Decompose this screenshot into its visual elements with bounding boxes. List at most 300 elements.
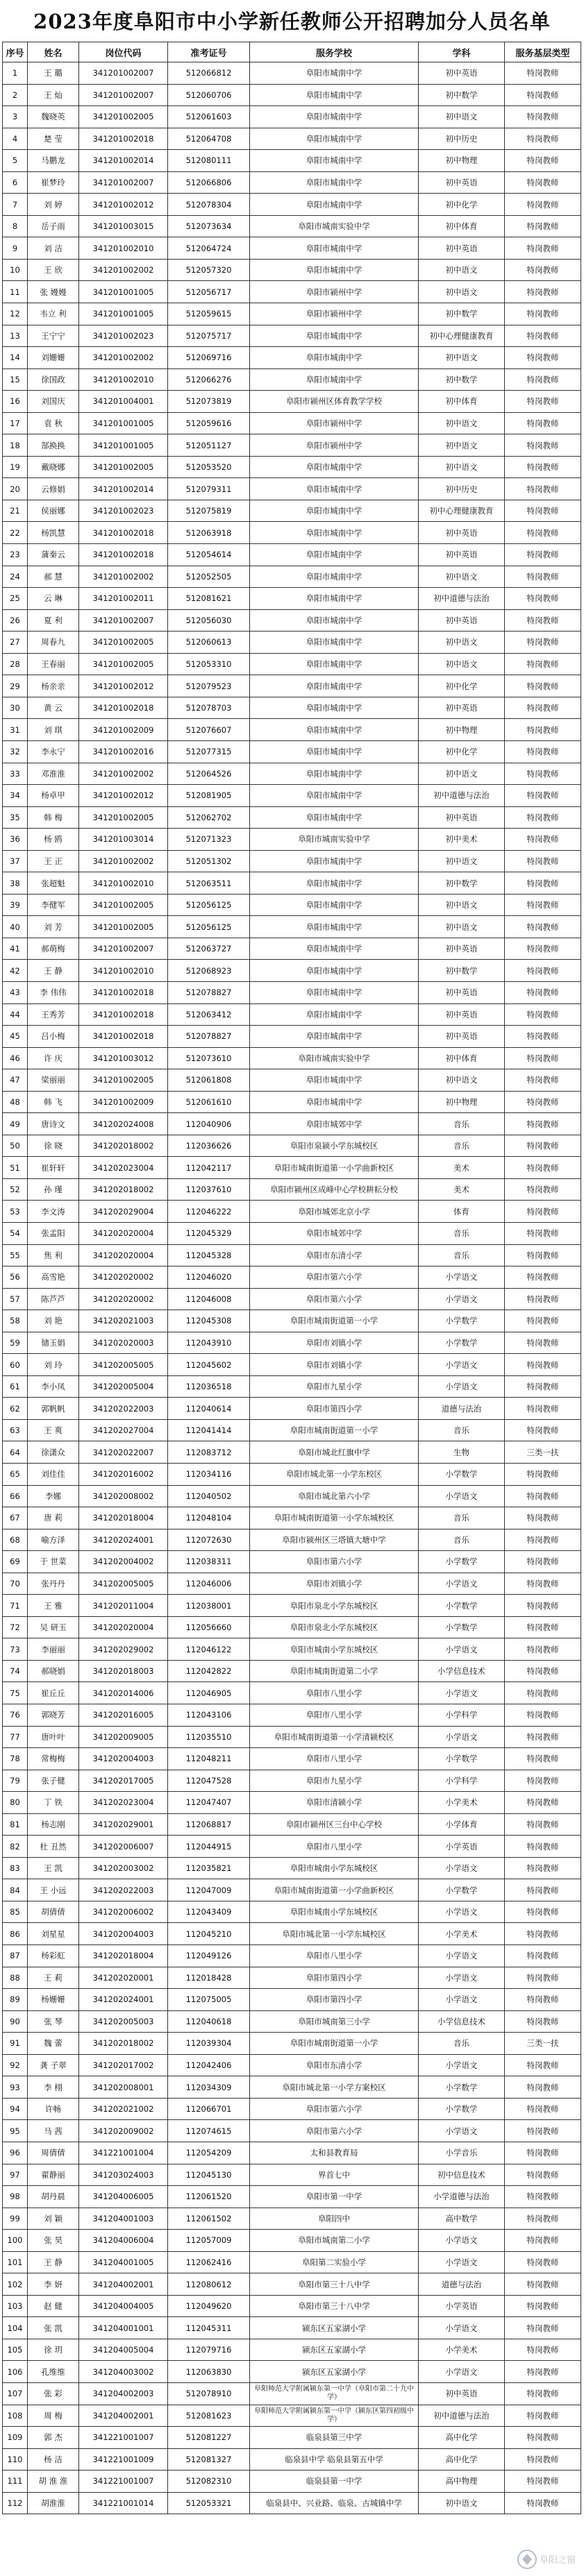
subject-cell: 小学科学 xyxy=(419,1770,505,1792)
school-cell: 阜阳市城南中学 xyxy=(250,785,419,807)
post-code-cell: 341201002016 xyxy=(79,740,168,763)
ticket-number-cell: 512081327 xyxy=(168,2448,250,2471)
post-code-cell: 341202020003 xyxy=(79,1332,168,1354)
table-row xyxy=(3,981,581,1003)
subject-cell: 初中道德与法治 xyxy=(419,2405,505,2427)
post-code-cell: 341201002010 xyxy=(79,368,168,391)
name-cell: 王 欣 xyxy=(28,259,79,281)
ticket-number-cell: 112072630 xyxy=(168,1529,250,1551)
table-row xyxy=(3,2295,581,2317)
name-cell: 张 嫚嫚 xyxy=(28,281,79,303)
ticket-number-cell: 512081621 xyxy=(168,588,250,610)
row-index: 101 xyxy=(3,2251,28,2273)
subject-cell: 小学数学 xyxy=(419,1616,505,1638)
table-row xyxy=(3,1288,581,1310)
table-row xyxy=(3,2471,581,2493)
school-cell: 阜阳市城南中学 xyxy=(250,325,419,347)
ticket-number-cell: 512073634 xyxy=(168,215,250,237)
row-index: 94 xyxy=(3,2098,28,2120)
table-row xyxy=(3,1879,581,1901)
ticket-number-cell: 112049620 xyxy=(168,2295,250,2317)
subject-cell: 初中语文 xyxy=(419,632,505,654)
ticket-number-cell: 112048104 xyxy=(168,1507,250,1530)
seal-icon xyxy=(516,2545,580,2573)
school-cell: 阜阳市第六小学 xyxy=(250,2120,419,2142)
ticket-number-cell: 112041414 xyxy=(168,1419,250,1441)
ticket-number-cell: 512073610 xyxy=(168,1047,250,1069)
post-code-cell: 341204001001 xyxy=(79,2317,168,2339)
post-code-cell: 341202023004 xyxy=(79,1157,168,1179)
service-type-cell: 特岗教师 xyxy=(505,347,581,369)
row-index: 51 xyxy=(3,1157,28,1179)
service-type-cell: 特岗教师 xyxy=(505,215,581,237)
school-cell: 阜阳市泉北小学东城校区 xyxy=(250,1616,419,1638)
subject-cell: 高中数学 xyxy=(419,2208,505,2230)
table-row xyxy=(3,653,581,675)
service-type-cell: 特岗教师 xyxy=(505,2361,581,2383)
post-code-cell: 341201002005 xyxy=(79,1069,168,1092)
subject-cell: 初中化学 xyxy=(419,194,505,216)
row-index: 77 xyxy=(3,1726,28,1748)
school-cell: 阜阳市城南中学 xyxy=(250,237,419,260)
school-cell: 阜阳市城南中学 xyxy=(250,500,419,522)
table-row xyxy=(3,938,581,960)
ticket-number-cell: 512059615 xyxy=(168,303,250,325)
name-cell: 王宁宁 xyxy=(28,325,79,347)
row-index: 15 xyxy=(3,368,28,391)
post-code-cell: 341202024001 xyxy=(79,1989,168,2011)
ticket-number-cell: 512053321 xyxy=(168,2492,250,2514)
table-row xyxy=(3,150,581,172)
school-cell: 阜阳市颍州区成峰中心学校耕耘分校 xyxy=(250,1178,419,1201)
column-header: 序号 xyxy=(3,42,28,62)
row-index: 21 xyxy=(3,500,28,522)
subject-cell: 初中英语 xyxy=(419,1026,505,1048)
post-code-cell: 341202029001 xyxy=(79,1813,168,1836)
row-index: 88 xyxy=(3,1967,28,1989)
table-row xyxy=(3,1026,581,1048)
school-cell: 阜阳市东清小学 xyxy=(250,2054,419,2076)
subject-cell: 音乐 xyxy=(419,1244,505,1266)
results-table xyxy=(2,42,581,2514)
service-type-cell: 特岗教师 xyxy=(505,1201,581,1223)
table-row xyxy=(3,237,581,260)
table-row xyxy=(3,850,581,872)
ticket-number-cell: 112043409 xyxy=(168,1901,250,1923)
service-type-cell: 特岗教师 xyxy=(505,412,581,434)
row-index: 102 xyxy=(3,2273,28,2296)
subject-cell: 初中语文 xyxy=(419,850,505,872)
table-row xyxy=(3,916,581,938)
row-index: 5 xyxy=(3,150,28,172)
service-type-cell: 三类一扶 xyxy=(505,1441,581,1464)
school-cell: 阜阳市第六小学 xyxy=(250,1551,419,1573)
subject-cell: 初中语文 xyxy=(419,456,505,478)
service-type-cell: 特岗教师 xyxy=(505,1967,581,1989)
service-type-cell: 特岗教师 xyxy=(505,2471,581,2493)
row-index: 55 xyxy=(3,1244,28,1266)
service-type-cell: 特岗教师 xyxy=(505,2208,581,2230)
school-cell: 阜阳市城南中学 xyxy=(250,719,419,741)
ticket-number-cell: 112075005 xyxy=(168,1989,250,2011)
post-code-cell: 341202017002 xyxy=(79,2054,168,2076)
ticket-number-cell: 112038001 xyxy=(168,1595,250,1617)
service-type-cell: 特岗教师 xyxy=(505,588,581,610)
school-cell: 阜阳市城南中学 xyxy=(250,588,419,610)
subject-cell: 体育 xyxy=(419,1201,505,1223)
school-cell: 阜阳市颍州区三台中心学校 xyxy=(250,1813,419,1836)
row-index: 96 xyxy=(3,2142,28,2164)
subject-cell: 小学科学 xyxy=(419,1704,505,1727)
school-cell: 阜阳市城南中学 xyxy=(250,150,419,172)
row-index: 53 xyxy=(3,1201,28,1223)
ticket-number-cell: 512061610 xyxy=(168,1091,250,1113)
ticket-number-cell: 112043106 xyxy=(168,1704,250,1727)
name-cell: 孙 瑾 xyxy=(28,1178,79,1201)
subject-cell: 音乐 xyxy=(419,1113,505,1135)
row-index: 103 xyxy=(3,2295,28,2317)
post-code-cell: 341201001005 xyxy=(79,412,168,434)
name-cell: 杨 洁 xyxy=(28,2448,79,2471)
post-code-cell: 341204004005 xyxy=(79,2295,168,2317)
ticket-number-cell: 512081623 xyxy=(168,2405,250,2427)
row-index: 73 xyxy=(3,1638,28,1661)
name-cell: 赵 健 xyxy=(28,2295,79,2317)
table-row xyxy=(3,106,581,128)
ticket-number-cell: 112066701 xyxy=(168,2098,250,2120)
ticket-number-cell: 112074615 xyxy=(168,2120,250,2142)
table-row xyxy=(3,2339,581,2361)
name-cell: 焦 利 xyxy=(28,1244,79,1266)
school-cell: 界首七中 xyxy=(250,2164,419,2186)
row-index: 106 xyxy=(3,2361,28,2383)
table-row xyxy=(3,1244,581,1266)
row-index: 56 xyxy=(3,1266,28,1289)
name-cell: 张 凯 xyxy=(28,2317,79,2339)
table-row xyxy=(3,62,581,85)
service-type-cell: 特岗教师 xyxy=(505,1638,581,1661)
post-code-cell: 341202023004 xyxy=(79,1792,168,1814)
table-row xyxy=(3,1354,581,1376)
table-row xyxy=(3,1923,581,1945)
row-index: 24 xyxy=(3,566,28,588)
row-index: 4 xyxy=(3,128,28,150)
ticket-number-cell: 512064708 xyxy=(168,128,250,150)
name-cell: 李永宁 xyxy=(28,740,79,763)
row-index: 68 xyxy=(3,1529,28,1551)
row-index: 104 xyxy=(3,2317,28,2339)
name-cell: 王 凯 xyxy=(28,1857,79,1879)
row-index: 79 xyxy=(3,1770,28,1792)
post-code-cell: 341201002007 xyxy=(79,938,168,960)
row-index: 66 xyxy=(3,1485,28,1507)
table-row xyxy=(3,325,581,347)
table-row xyxy=(3,872,581,895)
table-row xyxy=(3,522,581,544)
row-index: 35 xyxy=(3,806,28,829)
subject-cell: 小学信息技术 xyxy=(419,1660,505,1682)
subject-cell: 初中数学 xyxy=(419,84,505,106)
subject-cell: 小学语文 xyxy=(419,1901,505,1923)
subject-cell: 初中心理健康教育 xyxy=(419,500,505,522)
ticket-number-cell: 512052505 xyxy=(168,566,250,588)
post-code-cell: 341201002014 xyxy=(79,150,168,172)
ticket-number-cell: 112057009 xyxy=(168,2230,250,2252)
post-code-cell: 341201001005 xyxy=(79,303,168,325)
row-index: 74 xyxy=(3,1660,28,1682)
school-cell: 阜阳市城南中学 xyxy=(250,347,419,369)
service-type-cell: 特岗教师 xyxy=(505,2295,581,2317)
row-index: 36 xyxy=(3,829,28,851)
ticket-number-cell: 112040618 xyxy=(168,2010,250,2033)
row-index: 75 xyxy=(3,1682,28,1704)
column-header: 准考证号 xyxy=(168,42,250,62)
school-cell: 阜阳市城南中学 xyxy=(250,128,419,150)
post-code-cell: 341201002018 xyxy=(79,522,168,544)
service-type-cell: 特岗教师 xyxy=(505,2382,581,2405)
school-cell: 阜阳市城南中学 xyxy=(250,62,419,85)
name-cell: 刘佳佳 xyxy=(28,1464,79,1486)
post-code-cell: 341201002011 xyxy=(79,588,168,610)
service-type-cell: 特岗教师 xyxy=(505,740,581,763)
subject-cell: 小学语文 xyxy=(419,1945,505,1967)
post-code-cell: 341202022003 xyxy=(79,1879,168,1901)
service-type-cell: 特岗教师 xyxy=(505,128,581,150)
ticket-number-cell: 512061603 xyxy=(168,106,250,128)
ticket-number-cell: 512076607 xyxy=(168,719,250,741)
post-code-cell: 341201002005 xyxy=(79,456,168,478)
name-cell: 杨彩虹 xyxy=(28,1945,79,1967)
watermark-text: 阜阳之窗 xyxy=(540,2555,576,2566)
ticket-number-cell: 112045311 xyxy=(168,2317,250,2339)
post-code-cell: 341201002007 xyxy=(79,84,168,106)
school-cell: 阜阳市刘镇小学 xyxy=(250,1332,419,1354)
table-row xyxy=(3,2098,581,2120)
subject-cell: 初中语文 xyxy=(419,259,505,281)
ticket-number-cell: 112046020 xyxy=(168,1266,250,1289)
school-cell: 阜阳市城南第三小学 xyxy=(250,2010,419,2033)
service-type-cell: 特岗教师 xyxy=(505,1157,581,1179)
name-cell: 王秀芳 xyxy=(28,1003,79,1026)
school-cell: 阜阳市泉北小学东城校区 xyxy=(250,1595,419,1617)
subject-cell: 初中语文 xyxy=(419,106,505,128)
name-cell: 孔维维 xyxy=(28,2361,79,2383)
row-index: 100 xyxy=(3,2230,28,2252)
name-cell: 唐诗文 xyxy=(28,1113,79,1135)
name-cell: 杨卓甲 xyxy=(28,785,79,807)
school-cell: 阜阳市城北第一小学东校区 xyxy=(250,1464,419,1486)
row-index: 76 xyxy=(3,1704,28,1727)
service-type-cell: 特岗教师 xyxy=(505,1507,581,1530)
subject-cell: 小学语文 xyxy=(419,2054,505,2076)
subject-cell: 初中英语 xyxy=(419,806,505,829)
subject-cell: 初中语文 xyxy=(419,916,505,938)
service-type-cell: 特岗教师 xyxy=(505,1375,581,1398)
school-cell: 阜阳市城南第二小学 xyxy=(250,2230,419,2252)
table-row xyxy=(3,719,581,741)
school-cell: 阜阳市城南街道第一小学 xyxy=(250,1310,419,1332)
post-code-cell: 341201002018 xyxy=(79,697,168,719)
name-cell: 黄 云 xyxy=(28,697,79,719)
school-cell: 阜阳市八里小学 xyxy=(250,1682,419,1704)
row-index: 110 xyxy=(3,2448,28,2471)
ticket-number-cell: 112037610 xyxy=(168,1178,250,1201)
service-type-cell: 特岗教师 xyxy=(505,194,581,216)
school-cell: 阜阳四中 xyxy=(250,2208,419,2230)
table-row xyxy=(3,1813,581,1836)
school-cell: 临泉县第三中学 xyxy=(250,2427,419,2449)
subject-cell: 音乐 xyxy=(419,1529,505,1551)
subject-cell: 小学体育 xyxy=(419,1813,505,1836)
school-cell: 阜阳市城南中学 xyxy=(250,850,419,872)
service-type-cell: 特岗教师 xyxy=(505,2273,581,2296)
subject-cell: 初中语文 xyxy=(419,412,505,434)
name-cell: 李娜 xyxy=(28,1485,79,1507)
table-row xyxy=(3,829,581,851)
service-type-cell: 特岗教师 xyxy=(505,981,581,1003)
name-cell: 唐叶叶 xyxy=(28,1726,79,1748)
post-code-cell: 341202021003 xyxy=(79,1310,168,1332)
name-cell: 刘星星 xyxy=(28,1923,79,1945)
post-code-cell: 341201002009 xyxy=(79,719,168,741)
name-cell: 杨凯慧 xyxy=(28,522,79,544)
ticket-number-cell: 512060706 xyxy=(168,84,250,106)
name-cell: 郝萌梅 xyxy=(28,938,79,960)
service-type-cell: 特岗教师 xyxy=(505,785,581,807)
subject-cell: 小学语文 xyxy=(419,1682,505,1704)
table-row xyxy=(3,368,581,391)
table-row xyxy=(3,1967,581,1989)
school-cell: 阜阳市清颍小学 xyxy=(250,1792,419,1814)
row-index: 8 xyxy=(3,215,28,237)
ticket-number-cell: 112045130 xyxy=(168,2164,250,2186)
row-index: 81 xyxy=(3,1813,28,1836)
table-row xyxy=(3,2361,581,2383)
post-code-cell: 341204002001 xyxy=(79,2273,168,2296)
service-type-cell: 特岗教师 xyxy=(505,1288,581,1310)
ticket-number-cell: 112045308 xyxy=(168,1310,250,1332)
service-type-cell: 特岗教师 xyxy=(505,894,581,916)
school-cell: 阜阳市八里小学 xyxy=(250,1704,419,1727)
table-row xyxy=(3,806,581,829)
post-code-cell: 341202016005 xyxy=(79,1704,168,1727)
ticket-number-cell: 112035821 xyxy=(168,1857,250,1879)
ticket-number-cell: 112046006 xyxy=(168,1573,250,1595)
row-index: 18 xyxy=(3,434,28,457)
row-index: 86 xyxy=(3,1923,28,1945)
subject-cell: 初中物理 xyxy=(419,150,505,172)
ticket-number-cell: 512078703 xyxy=(168,697,250,719)
service-type-cell: 特岗教师 xyxy=(505,544,581,566)
name-cell: 刘姗姗 xyxy=(28,347,79,369)
school-cell: 阜阳市城南小学东城校区 xyxy=(250,1638,419,1661)
table-row xyxy=(3,588,581,610)
ticket-number-cell: 112063830 xyxy=(168,2361,250,2383)
table-header-row xyxy=(3,42,581,62)
row-index: 71 xyxy=(3,1595,28,1617)
ticket-number-cell: 512066276 xyxy=(168,368,250,391)
name-cell: 徐 玥 xyxy=(28,2339,79,2361)
subject-cell: 初中英语 xyxy=(419,981,505,1003)
table-row xyxy=(3,1682,581,1704)
post-code-cell: 341202008001 xyxy=(79,2076,168,2099)
service-type-cell: 特岗教师 xyxy=(505,150,581,172)
post-code-cell: 341201002023 xyxy=(79,325,168,347)
name-cell: 徐 晓 xyxy=(28,1135,79,1157)
subject-cell: 初中数学 xyxy=(419,872,505,895)
service-type-cell: 特岗教师 xyxy=(505,1748,581,1770)
ticket-number-cell: 512078304 xyxy=(168,194,250,216)
service-type-cell: 特岗教师 xyxy=(505,1003,581,1026)
school-cell: 阜阳市城南中学 xyxy=(250,171,419,194)
service-type-cell: 特岗教师 xyxy=(505,697,581,719)
school-cell: 阜阳市第六小学 xyxy=(250,1266,419,1289)
ticket-number-cell: 512056030 xyxy=(168,609,250,632)
service-type-cell: 特岗教师 xyxy=(505,2427,581,2449)
post-code-cell: 341204002001 xyxy=(79,2405,168,2427)
name-cell: 刘 婷 xyxy=(28,194,79,216)
post-code-cell: 341201002002 xyxy=(79,259,168,281)
name-cell: 云修娟 xyxy=(28,478,79,500)
subject-cell: 小学语文 xyxy=(419,1266,505,1289)
ticket-number-cell: 512078910 xyxy=(168,2382,250,2405)
table-row xyxy=(3,1310,581,1332)
service-type-cell: 特岗教师 xyxy=(505,84,581,106)
post-code-cell: 341201002010 xyxy=(79,872,168,895)
subject-cell: 初中英语 xyxy=(419,938,505,960)
post-code-cell: 341201002018 xyxy=(79,1003,168,1026)
table-row xyxy=(3,1222,581,1244)
service-type-cell: 特岗教师 xyxy=(505,1244,581,1266)
subject-cell: 美术 xyxy=(419,1178,505,1201)
ticket-number-cell: 512081905 xyxy=(168,785,250,807)
row-index: 64 xyxy=(3,1441,28,1464)
subject-cell: 小学英语 xyxy=(419,2295,505,2317)
name-cell: 郝 慧 xyxy=(28,566,79,588)
table-row xyxy=(3,2120,581,2142)
subject-cell: 小学数学 xyxy=(419,1748,505,1770)
table-row xyxy=(3,1770,581,1792)
row-index: 14 xyxy=(3,347,28,369)
service-type-cell: 特岗教师 xyxy=(505,1026,581,1048)
service-type-cell: 特岗教师 xyxy=(505,368,581,391)
ticket-number-cell: 512075717 xyxy=(168,325,250,347)
post-code-cell: 341202009005 xyxy=(79,1726,168,1748)
row-index: 67 xyxy=(3,1507,28,1530)
table-row xyxy=(3,2142,581,2164)
post-code-cell: 341221001009 xyxy=(79,2448,168,2471)
table-row xyxy=(3,1419,581,1441)
school-cell: 阜阳市城南中学 xyxy=(250,916,419,938)
service-type-cell: 特岗教师 xyxy=(505,1616,581,1638)
subject-cell: 小学信息技术 xyxy=(419,2010,505,2033)
service-type-cell: 特岗教师 xyxy=(505,1398,581,1420)
ticket-number-cell: 112054209 xyxy=(168,2142,250,2164)
table-row xyxy=(3,1157,581,1179)
subject-cell: 小学音乐 xyxy=(419,2142,505,2164)
subject-cell: 小学语文 xyxy=(419,1638,505,1661)
post-code-cell: 341204001005 xyxy=(79,2251,168,2273)
subject-cell: 初中英语 xyxy=(419,237,505,260)
ticket-number-cell: 512066812 xyxy=(168,62,250,85)
ticket-number-cell: 512062702 xyxy=(168,806,250,829)
school-cell: 阜阳市第三十八中学 xyxy=(250,2295,419,2317)
post-code-cell: 341203024003 xyxy=(79,2164,168,2186)
school-cell: 阜阳市刘镇小学 xyxy=(250,1354,419,1376)
ticket-number-cell: 512063727 xyxy=(168,938,250,960)
post-code-cell: 341201002002 xyxy=(79,347,168,369)
school-cell: 阜阳第二实验小学 xyxy=(250,2251,419,2273)
